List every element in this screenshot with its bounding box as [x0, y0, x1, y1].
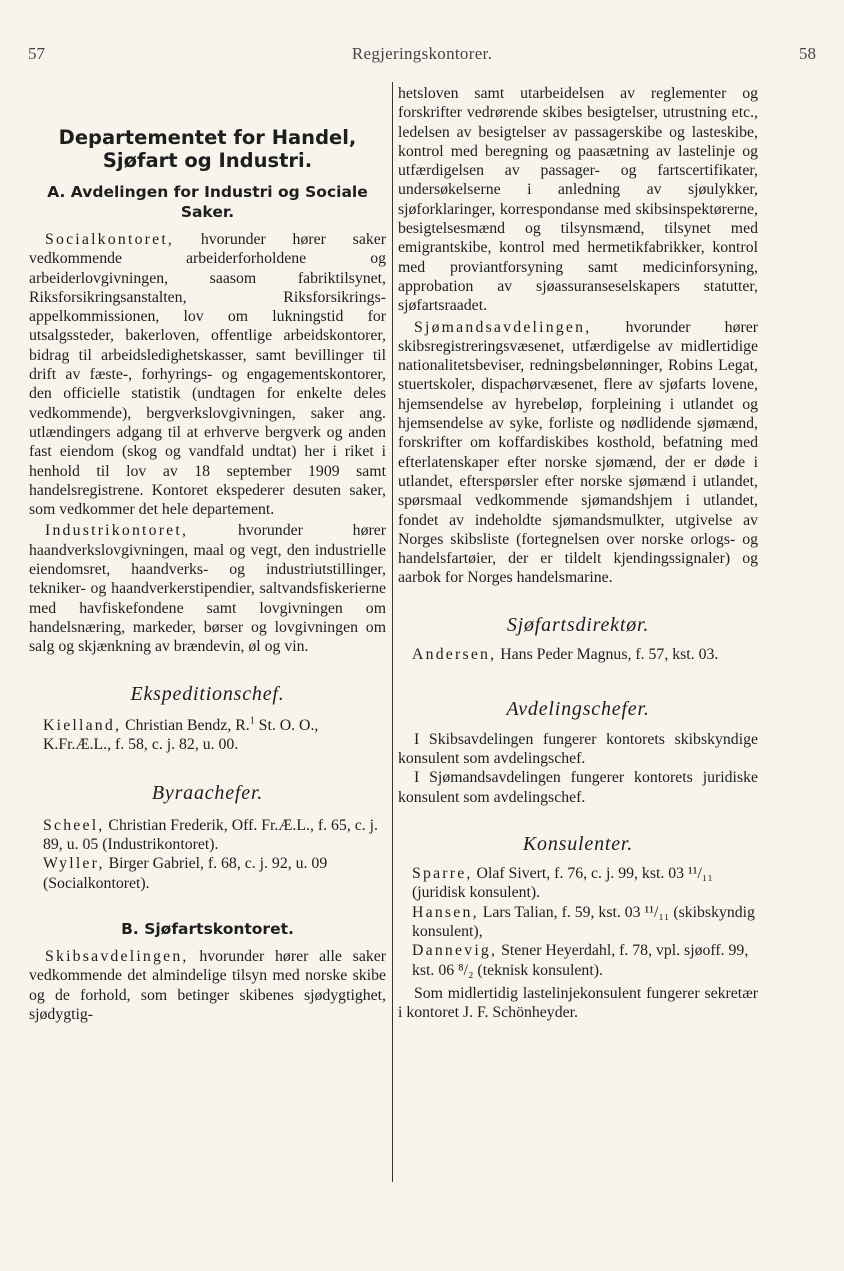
running-title: Regjeringskontorer.	[351, 44, 493, 63]
sjofartsdirektor-heading: Sjøfartsdirektør.	[506, 613, 650, 636]
industri-text: hvorunder hører haandverkslovgivningen, maal og vegt, den industrielle eiendomsret, haandverks- og industriutstillinger, tekniker- og haandverkerstipendier, saltvandsfiskerierne med havfiskefondene samt lovgivningen om handelsnæring, markeder, børser og lovgivningen om salg og skjænkning av brændevin, øl og vin.	[29, 522, 387, 656]
page-number-right: 58	[799, 44, 816, 63]
avdelingschef-paragraph: I Sjømandsavdelingen fungerer kontorets juridiske konsulent som avdelingschef.	[398, 769, 758, 806]
ekspeditionschef-name: Kielland,	[43, 716, 122, 734]
byraachef-entry	[29, 816, 386, 855]
footnote-mark: 1	[249, 715, 255, 727]
industri-lead: Industrikontoret,	[45, 522, 189, 540]
department-title: Departementet for Handel, Sjøfart og Industri.	[58, 126, 357, 172]
ekspeditionschef-heading: Ekspeditionschef.	[130, 682, 285, 705]
konsulent-name: Sparre,	[412, 865, 473, 883]
section-a-heading: A. Avdelingen for Industri og Sociale Saker.	[47, 183, 368, 221]
section-b-heading: B. Sjøfartskontoret.	[121, 919, 294, 938]
konsulent-name: Hansen,	[412, 903, 479, 921]
konsulent-detail: Stener Heyerdahl, f. 78, vpl. sjøoff. 99, kst. 06 ⁸/₂ (teknisk konsulent).	[412, 942, 749, 979]
byraachef-name: Scheel,	[43, 816, 105, 834]
sjofartsdirektor-entry	[398, 645, 758, 664]
byraachef-name: Wyller,	[43, 855, 105, 873]
konsulent-entry	[398, 941, 758, 980]
sjofartsdirektor-name: Andersen,	[412, 646, 497, 664]
konsulenter-heading: Konsulenter.	[522, 832, 634, 855]
ekspeditionschef-entry	[29, 716, 386, 755]
byraachefer-heading: Byraachefer.	[151, 782, 264, 805]
right-column	[398, 84, 758, 1022]
page-header	[28, 44, 816, 68]
konsulent-detail: Lars Talian, f. 59, kst. 03 ¹¹/₁₁ (skibskyndig konsulent),	[412, 903, 755, 940]
konsulent-entry	[398, 864, 758, 903]
avdelingschef-paragraph: I Skibsavdelingen fungerer kontorets skibskyndige konsulent som avdelingschef.	[398, 730, 758, 767]
industri-paragraph	[29, 521, 386, 656]
sjomand-paragraph	[398, 318, 758, 588]
byraachef-detail: Christian Frederik, Off. Fr.Æ.L., f. 65, c. j. 89, u. 05 (Industrikontoret).	[43, 816, 378, 854]
byraachef-entry	[29, 854, 386, 893]
konsulent-entry	[398, 903, 758, 942]
sjomand-text: hvorunder hører skibsregistreringsvæsenet, utfærdigelse av midlertidige nationalitetsbeviser, redningsbelønninger, Robins Legat, stuertskoler, dispachørvæsenet, flere av sjøfarts lovene, hjemsendelse av hyrebeløp, forpleining i utlandet og hjemsendelse av syke, forliste og nødlidende sjømænd, forskrifter om koffardiskibes kosthold, befatning med efterlatenskaper efter norske sjømænd, der er døde i utlandet, efterspørsler efter norske sjømænd i utlandet, spørsmaal vedkommende sjømandshjem i utlandet, fondet av indeholdte sjømandsmulkter, utgivelse av Norges skibsliste (fortegnelsen over norske orlogs- og handelsfartøier, der er tildelt kjendingssignaler) og aarbok for Norges handelsmarine.	[398, 318, 758, 587]
social-paragraph	[29, 230, 386, 519]
avdelingschefer-heading: Avdelingschefer.	[506, 698, 650, 721]
page-number-left: 57	[28, 44, 45, 63]
ekspeditionschef-detail-b: St. O. O., K.Fr.Æ.L., f. 58, c. j. 82, u. 00.	[43, 716, 319, 754]
left-column	[29, 126, 386, 1024]
social-text: hvorunder hører saker vedkommende arbeiderforholdene og arbeiderlovgivningen, saasom fabriktilsynet, Riksforsikringsanstalten, Riksforsikrings-appelkommissionen, lov om lukningstid for utsalgssteder, bakerloven, offentlige arbeidskontorer, bidrag til arbeidsledighetskasser, samt bevillinger til drift av fæste-, forhyrings- og engagementskontorer, den officielle statistik (undtagen for enkelte deles vedkommende), bergverkslovgivningen, saker ang. utlændingers adgang til at erhverve bergverk og anden fast eiendom (skog og vandfald undtat) her i riket i henhold til lov av 18 september 1909 samt handelsregistrene. Kontoret ekspederer desuten saker, som vedkommer det hele departement.	[29, 231, 386, 519]
sjomand-lead: Sjømandsavdelingen,	[414, 318, 592, 336]
ekspeditionschef-detail-a: Christian Bendz, R.	[125, 716, 250, 734]
skibs-text: hvorunder hører alle saker vedkommende det almindelige tilsyn med norske skibe og de forhold, som betinger skibenes sjødygtighet, sjødygtig-	[29, 947, 386, 1023]
social-lead: Socialkontoret,	[45, 231, 175, 248]
byraachef-detail: Birger Gabriel, f. 68, c. j. 92, u. 09 (Socialkontoret).	[43, 855, 328, 892]
lastelinje-paragraph: Som midlertidig lastelinjekonsulent fungerer sekretær i kontoret J. F. Schönheyder.	[398, 984, 758, 1022]
konsulent-detail: Olaf Sivert, f. 76, c. j. 99, kst. 03 ¹¹/₁₁ (juridisk konsulent).	[412, 865, 713, 902]
sjofartsdirektor-detail: Hans Peder Magnus, f. 57, kst. 03.	[500, 646, 719, 664]
skibs-paragraph	[29, 947, 386, 1024]
continued-paragraph: hetsloven samt utarbeidelsen av reglementer og forskrifter vedrørende skibes besigtelser, utrustning etc., ledelsen av besigtelser av passagerskibe og lasteskibe, kontrol med beregning og paasætning av lastelinje og utfærdigelsen av passager- og fartscertifikater, undersøkelserne i anledning av sjøulykker, sjøforklaringer, korrespondanse med skibsinspektørerne, besigtelsesmænd og tilsynsmænd, tilsynet med emigrantskibe, kontrol med hermetikfabrikker, kontrol med proviantforsyning samt medicinforsyning, approbation av sjøassuranseselskapers statutter, sjøfartsraadet.	[398, 85, 758, 315]
konsulent-name: Dannevig,	[412, 942, 498, 960]
skibs-lead: Skibsavdelingen,	[45, 947, 189, 965]
column-divider	[392, 82, 393, 1182]
